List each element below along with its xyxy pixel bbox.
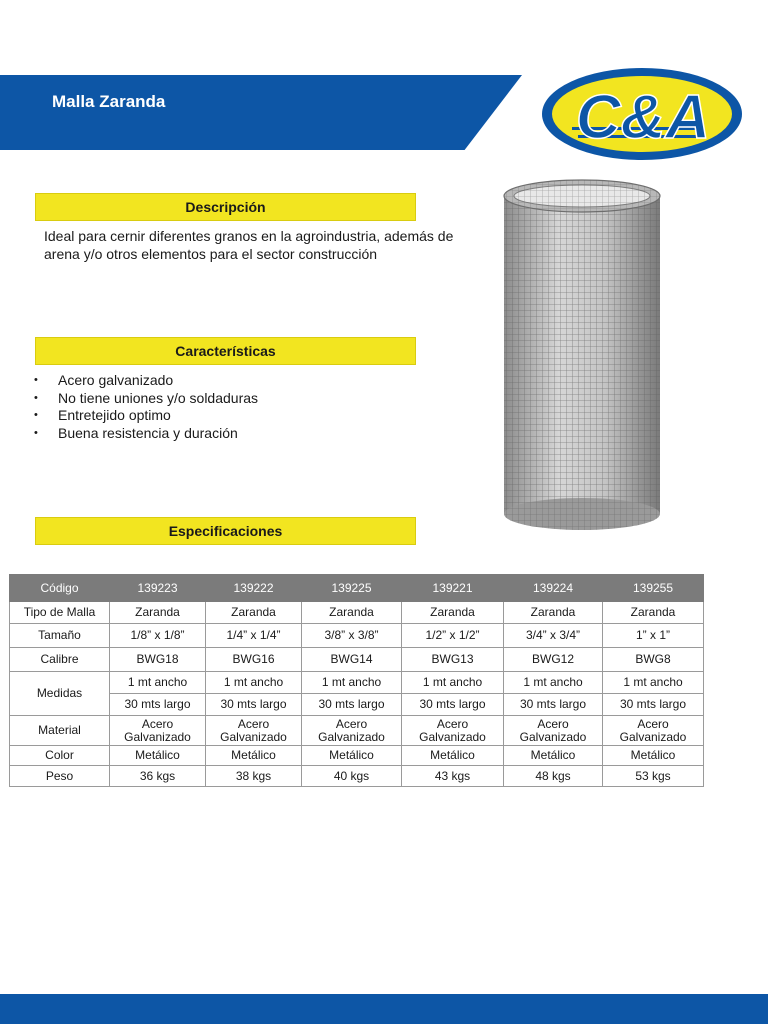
page-title: Malla Zaranda — [52, 92, 166, 111]
table-cell: 30 mts largo — [402, 694, 504, 716]
ca-brand-logo — [540, 66, 744, 162]
description-text: Ideal para cernir diferentes granos en la agroindustria, además de arena y/o otros elementos para el sector construcción — [44, 228, 454, 262]
row-label: Medidas — [10, 672, 110, 716]
row-label: Tamaño — [10, 624, 110, 648]
material-line: Acero — [537, 716, 569, 731]
table-cell: Zaranda — [206, 602, 302, 624]
feature-item: • Acero galvanizado — [32, 372, 258, 390]
material-line: Galvanizado — [419, 729, 486, 744]
table-cell: 1/2” x 1/2” — [402, 624, 504, 648]
header-banner — [0, 75, 522, 150]
table-cell: 38 kgs — [206, 766, 302, 787]
header-code: 139225 — [302, 575, 402, 602]
table-cell: 1 mt ancho — [206, 672, 302, 694]
table-cell: 1 mt ancho — [302, 672, 402, 694]
table-cell: 30 mts largo — [110, 694, 206, 716]
row-label: Peso — [10, 766, 110, 787]
table-cell: 1/4” x 1/4” — [206, 624, 302, 648]
row-label: Material — [10, 716, 110, 746]
table-cell: 40 kgs — [302, 766, 402, 787]
table-cell: 30 mts largo — [504, 694, 603, 716]
table-cell: 3/8” x 3/8” — [302, 624, 402, 648]
row-label: Tipo de Malla — [10, 602, 110, 624]
row-label: Color — [10, 746, 110, 766]
table-cell: 30 mts largo — [603, 694, 704, 716]
header-codigo: Código — [10, 575, 110, 602]
table-cell — [206, 716, 302, 746]
table-cell: 30 mts largo — [206, 694, 302, 716]
table-cell — [110, 716, 206, 746]
table-cell: Metálico — [504, 746, 603, 766]
header-code: 139223 — [110, 575, 206, 602]
table-cell: Metálico — [110, 746, 206, 766]
header-code: 139255 — [603, 575, 704, 602]
table-cell: BWG8 — [603, 648, 704, 672]
header-code: 139224 — [504, 575, 603, 602]
material-line: Galvanizado — [318, 729, 385, 744]
material-line: Acero — [637, 716, 669, 731]
material-line: Acero — [335, 716, 368, 731]
table-cell: BWG16 — [206, 648, 302, 672]
table-cell: 30 mts largo — [302, 694, 402, 716]
table-cell: BWG14 — [302, 648, 402, 672]
table-cell: 36 kgs — [110, 766, 206, 787]
caracteristicas-heading: Características — [35, 337, 416, 365]
table-cell: Metálico — [302, 746, 402, 766]
table-cell: Zaranda — [603, 602, 704, 624]
features-list — [32, 372, 258, 442]
header-code: 139221 — [402, 575, 504, 602]
table-row-medidas — [10, 672, 704, 694]
material-line: Galvanizado — [519, 729, 587, 744]
table-cell: 43 kgs — [402, 766, 504, 787]
table-cell — [302, 716, 402, 746]
specifications-table — [9, 574, 704, 787]
especificaciones-heading: Especificaciones — [35, 517, 416, 545]
descripcion-heading: Descripción — [35, 193, 416, 221]
material-line: Acero — [237, 716, 270, 731]
table-cell: 3/4” x 3/4” — [504, 624, 603, 648]
feature-item: • Buena resistencia y duración — [32, 425, 258, 443]
table-cell: 1/8” x 1/8” — [110, 624, 206, 648]
table-cell: 48 kgs — [504, 766, 603, 787]
table-row-tamano — [10, 624, 704, 648]
table-cell: Metálico — [402, 746, 504, 766]
table-cell: 1 mt ancho — [603, 672, 704, 694]
table-cell: 1 mt ancho — [110, 672, 206, 694]
logo-text: C&A — [575, 83, 711, 152]
table-cell — [603, 716, 704, 746]
material-line: Galvanizado — [220, 729, 287, 744]
table-cell: Zaranda — [302, 602, 402, 624]
table-cell: BWG13 — [402, 648, 504, 672]
table-header-row — [10, 575, 704, 602]
row-label: Calibre — [10, 648, 110, 672]
table-row-material — [10, 716, 704, 746]
table-cell: BWG12 — [504, 648, 603, 672]
table-cell: Zaranda — [504, 602, 603, 624]
footer-bar — [0, 994, 768, 1024]
material-line: Acero — [436, 716, 469, 731]
table-cell: Zaranda — [110, 602, 206, 624]
material-line: Galvanizado — [124, 729, 191, 744]
table-cell: Zaranda — [402, 602, 504, 624]
material-line: Galvanizado — [619, 729, 687, 744]
table-cell — [504, 716, 603, 746]
table-cell: 1 mt ancho — [504, 672, 603, 694]
feature-item: • Entretejido optimo — [32, 407, 258, 425]
material-line: Acero — [141, 716, 174, 731]
table-row-medidas-largo — [10, 694, 704, 716]
table-row-calibre — [10, 648, 704, 672]
feature-item: • No tiene uniones y/o soldaduras — [32, 390, 258, 408]
table-cell: BWG18 — [110, 648, 206, 672]
wire-mesh-roll-image — [500, 178, 670, 533]
header-code: 139222 — [206, 575, 302, 602]
table-cell: 53 kgs — [603, 766, 704, 787]
table-cell: Metálico — [603, 746, 704, 766]
table-row-tipo — [10, 602, 704, 624]
table-cell: 1” x 1” — [603, 624, 704, 648]
table-row-peso — [10, 766, 704, 787]
table-cell — [402, 716, 504, 746]
table-cell: Metálico — [206, 746, 302, 766]
table-row-color — [10, 746, 704, 766]
table-cell: 1 mt ancho — [402, 672, 504, 694]
